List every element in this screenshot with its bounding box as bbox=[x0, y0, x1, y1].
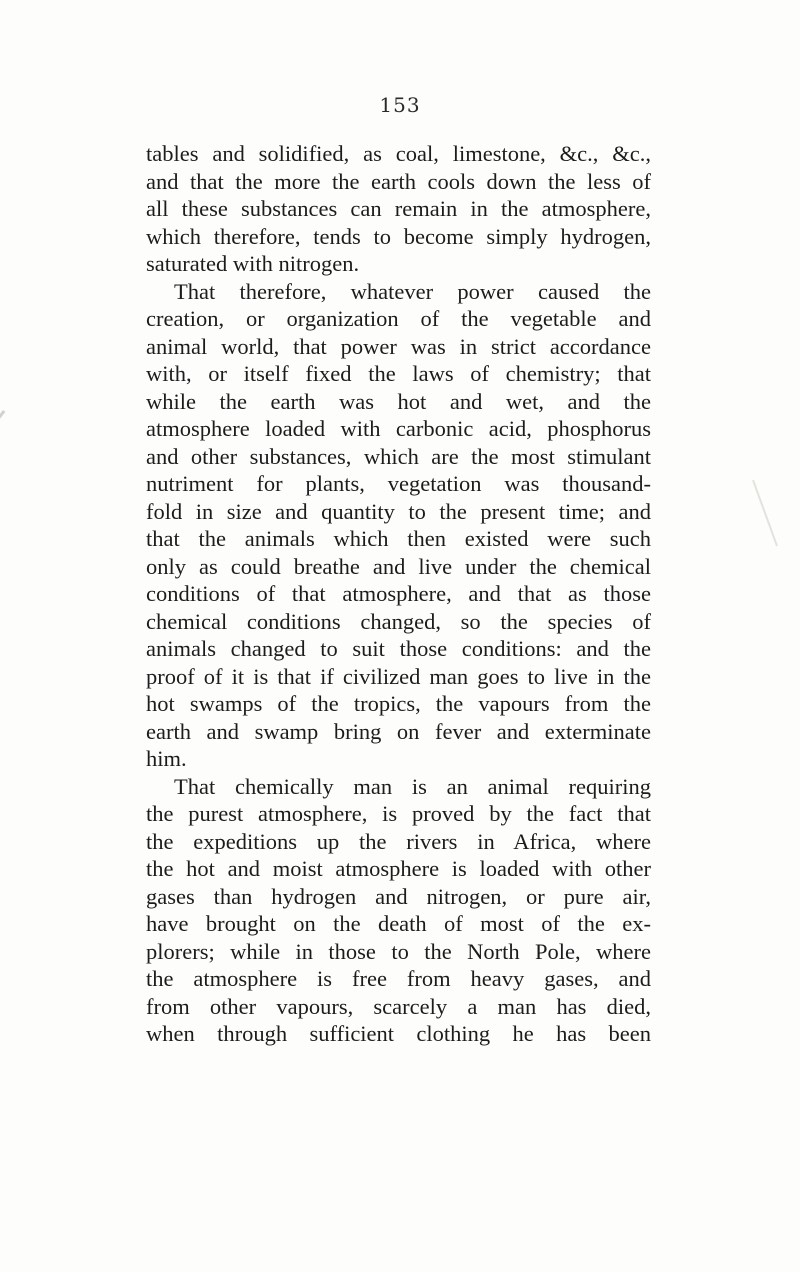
text-line: proof of it is that if civilized man goes to live in the bbox=[146, 663, 651, 689]
text-line: when through sufficient clothing he has been bbox=[146, 1021, 651, 1046]
text-line: That therefore, whatever power caused the bbox=[174, 278, 651, 304]
text-line: That chemically man is an animal requiring bbox=[174, 773, 651, 799]
text-line: from other vapours, scarcely a man has died, bbox=[146, 993, 651, 1019]
text-line: chemical conditions changed, so the species of bbox=[146, 608, 651, 634]
text-line: the atmosphere is free from heavy gases, and bbox=[146, 966, 651, 991]
text-line: that the animals which then existed were such bbox=[146, 526, 651, 551]
text-line: creation, or organization of the vegetable and bbox=[146, 306, 651, 331]
text-line: and other substances, which are the most stimulant bbox=[146, 443, 651, 469]
text-line: atmosphere loaded with carbonic acid, phosphorus bbox=[146, 416, 651, 441]
text-line: all these substances can remain in the atmosphere, bbox=[146, 196, 651, 221]
text-line: him. bbox=[146, 746, 187, 771]
text-line: animal world, that power was in strict accordance bbox=[146, 333, 651, 359]
text-line: gases than hydrogen and nitrogen, or pure air, bbox=[146, 883, 651, 909]
text-line: hot swamps of the tropics, the vapours from the bbox=[146, 691, 651, 716]
text-line: have brought on the death of most of the ex- bbox=[146, 911, 651, 936]
text-line: and that the more the earth cools down the less of bbox=[146, 168, 651, 194]
text-line: while the earth was hot and wet, and the bbox=[146, 388, 651, 414]
text-line: plorers; while in those to the North Pole, where bbox=[146, 938, 651, 964]
text-line: the hot and moist atmosphere is loaded with other bbox=[146, 856, 651, 881]
text-line: fold in size and quantity to the present time; and bbox=[146, 498, 651, 524]
text-line: saturated with nitrogen. bbox=[146, 251, 360, 276]
text-line: which therefore, tends to become simply hydrogen, bbox=[146, 223, 651, 249]
text-line: conditions of that atmosphere, and that as those bbox=[146, 581, 651, 606]
text-line: tables and solidified, as coal, limestone, &c., &c., bbox=[146, 141, 651, 166]
text-line: nutriment for plants, vegetation was thousand- bbox=[146, 471, 651, 496]
text-line: the expeditions up the rivers in Africa, where bbox=[146, 828, 651, 854]
page-edge-mark bbox=[752, 480, 778, 546]
text-line: the purest atmosphere, is proved by the fact that bbox=[146, 801, 651, 826]
body-text bbox=[146, 140, 651, 1048]
text-line: with, or itself fixed the laws of chemistry; that bbox=[146, 361, 651, 386]
text-line: animals changed to suit those conditions: and the bbox=[146, 636, 651, 661]
page-edge-mark bbox=[0, 410, 5, 455]
text-line: earth and swamp bring on fever and exterminate bbox=[146, 718, 651, 744]
text-line: only as could breathe and live under the chemical bbox=[146, 553, 651, 579]
page-number: 153 bbox=[379, 93, 421, 117]
